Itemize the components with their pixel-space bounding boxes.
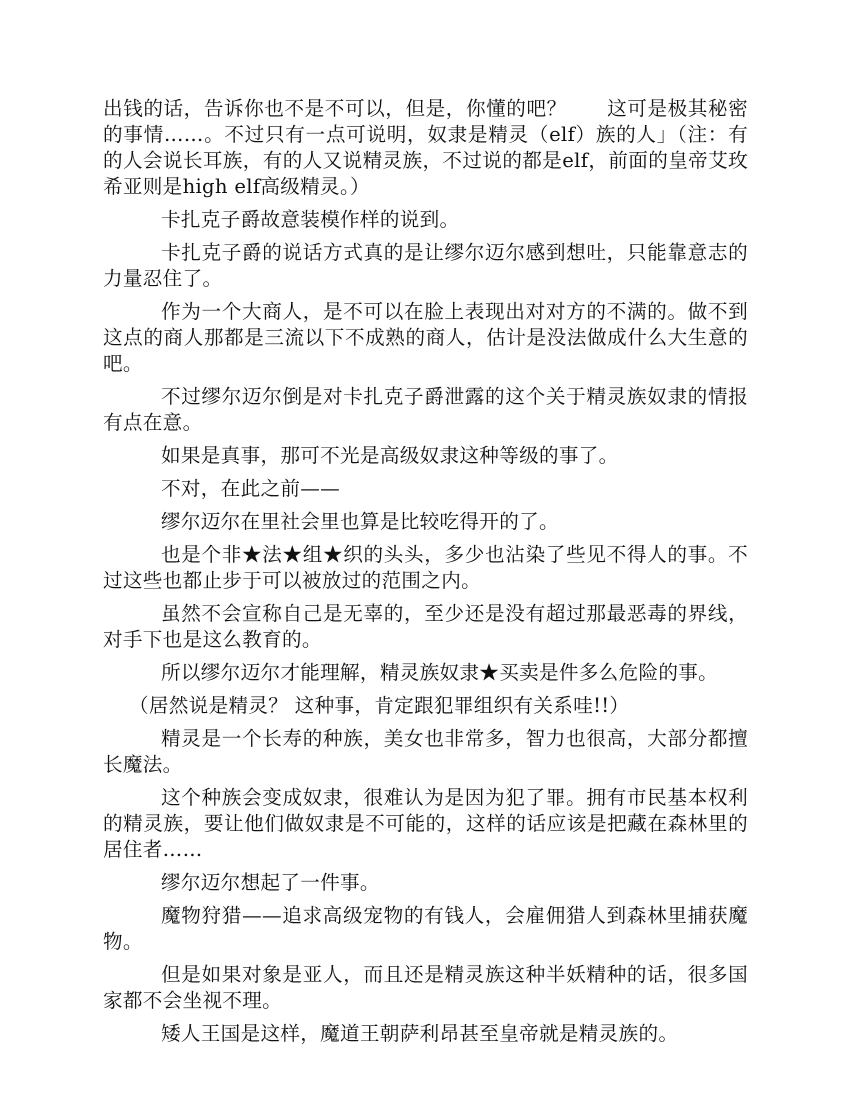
paragraph: 卡扎克子爵故意装模作样的说到。 (161, 208, 460, 231)
paragraph: 也是个非★法★组★织的头头，多少也沾染了些见不得人的事。不过这些也都止步于可以被放过的范围之内。 (103, 543, 748, 592)
paragraph: 精灵是一个长寿的种族，美女也非常多，智力也很高，大部分都擅长魔法。 (103, 727, 748, 776)
paragraph: 如果是真事，那可不光是高级奴隶这种等级的事了。 (161, 444, 619, 467)
paragraph: 所以缪尔迈尔才能理解，精灵族奴隶★买卖是件多么危险的事。 (161, 661, 719, 684)
paragraph: 出钱的话，告诉你也不是不可以，但是，你懂的吧？ 这可是极其秘密的事情……。不过只有一点可说明，奴隶是精灵（elf）族的人」（注：有的人会说长耳族，有的人又说精灵族，不过说的都是elf，前面的皇帝艾玫希亚则是high elf高级精灵。） (103, 97, 748, 198)
paragraph: 矮人王国是这样，魔道王朝萨利昂甚至皇帝就是精灵族的。 (161, 1022, 679, 1045)
paragraph: 这个种族会变成奴隶，很难认为是因为犯了罪。拥有市民基本权利的精灵族，要让他们做奴隶是不可能的，这样的话应该是把藏在森林里的居住者…… (103, 786, 748, 861)
paragraph: 不过缪尔迈尔倒是对卡扎克子爵泄露的这个关于精灵族奴隶的情报有点在意。 (103, 385, 748, 434)
paragraph: 作为一个大商人，是不可以在脸上表现出对对方的不满的。做不到这点的商人那都是三流以下不成熟的商人，估计是没法做成什么大生意的吧。 (103, 300, 748, 375)
document-page (103, 96, 748, 1054)
paragraph: 缪尔迈尔想起了一件事。 (161, 871, 380, 894)
paragraph: 卡扎克子爵的说话方式真的是让缪尔迈尔感到想吐，只能靠意志的力量忍住了。 (103, 241, 748, 290)
paragraph: 缪尔迈尔在里社会里也算是比较吃得开的了。 (161, 510, 559, 533)
paragraph-inner-thought: （居然说是精灵？ 这种事，肯定跟犯罪组织有关系哇!!） (129, 694, 630, 717)
paragraph: 虽然不会宣称自己是无辜的，至少还是没有超过那最恶毒的界线，对手下也是这么教育的。 (103, 602, 748, 651)
paragraph: 但是如果对象是亚人，而且还是精灵族这种半妖精种的话，很多国家都不会坐视不理。 (103, 963, 748, 1012)
paragraph: 不对，在此之前—— (161, 477, 341, 500)
paragraph: 魔物狩猎——追求高级宠物的有钱人，会雇佣猎人到森林里捕获魔物。 (103, 904, 748, 953)
